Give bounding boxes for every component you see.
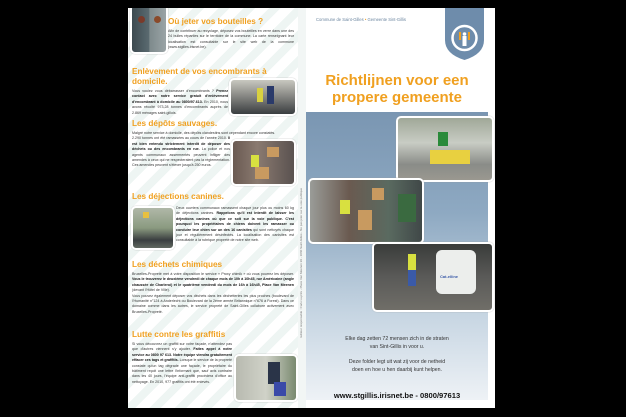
photo-glass-bins: [130, 8, 168, 54]
left-page: [128, 8, 298, 408]
section-bottles: [168, 17, 294, 51]
photo-dog-toilet: [131, 206, 175, 250]
section-dog-waste-body: [176, 206, 294, 244]
bin-opening-icon: [138, 16, 145, 23]
section-title: Enlèvement de vos encombrants à domicile.: [132, 67, 267, 86]
photo-bulky-collection: [229, 78, 297, 116]
photo-workers-carrying-boxes: [308, 178, 424, 244]
section-body-extra: Vous pouvez également déposer vos déchets dans les déchetteries les plus proches (boulevard de l'Humanité n°124 à Anderlecht ou Boulevard de la 2ème armée Britannique n°676 à Forest). Dans ce domaine comme dans les autres, le service propreté de Saint-Gilles collabore activement avec Bruxelles-Propreté.: [132, 293, 294, 314]
folder-document: [128, 8, 495, 408]
section-body: Afin de contribuer au recyclage, déposez vos bouteilles en verre dans une des 24 bulles réparties sur le territoire de la commune. La carte renseignant leur localisation est consultable sur le site web de la commune (www.stgilles.irisnet.be).: [168, 29, 294, 50]
cover-caption-2: Deze folder legt uit wat zij voor de netheid doen en hoe u hen daarbij kunt helpen.: [348, 359, 446, 373]
section-body: Deux ouvriers communaux ramassent chaque jour plus ou moins 60 kg de déjections canines. Rappelons qu'il est interdit de laisser les déjections canines où que ce soit sur la voie publique. C'est pourquoi les propriétaires de chiens doivent les ramasser ou conduire leur chien sur un des 16 canisites qui sont nettoyés chaque jour et régulièrement désinfectés. La localisation des canisites est consultable à la rubrique propreté de notre site web.: [176, 206, 295, 243]
vehicle-brand-label: Cat-elline: [440, 274, 459, 279]
section-title: Lutte contre les graffitis: [132, 330, 226, 339]
bin-opening-icon: [154, 16, 161, 23]
cover-page: [306, 8, 495, 408]
section-body: Si vous découvrez un graffiti sur votre façade, n'attendez pas que d'autres viennent s'y ajouter. Faites appel à notre service au 0800 97 613. Notre équipe viendra gratuitement effacer ces tags et graffitis. Lorsque le service de la propreté constate qu'un tag dégrade une façade, le propriétaire du bâtiment reçoit une lettre l'informant que, sauf avis contraire dans les 40 jours, l'équipe anti-graffiti procèdera d'office au nettoyage. En 2010, 977 graffitis ont été enlevés.: [132, 342, 233, 384]
section-chemical-waste: [132, 260, 294, 315]
fold-spine: [298, 8, 306, 408]
cover-title: Richtlijnen voor een propere gemeente: [325, 72, 469, 106]
section-body: Bruxelles-Propreté met à votre disposition le service « Proxy chimik » où vous pourrez les déposer. Vous le trouverez le deuxième vendredi de chaque mois de 10h à 10h45, rue Américaine (angle chaussée de Charleroi) et le quatrième vendredi du mois de 16h à 16h45, Place Van Meenen (devant l'Hôtel de Ville).: [132, 272, 294, 293]
photo-panel: [306, 112, 488, 400]
saint-gilles-crest-icon: [445, 8, 484, 60]
section-body: Vous voulez vous débarrasser d'encombrants ? Prenez contact avec notre service gratuit d'enlèvement d'encombrant à domicile au 0800/97.613. En 2010, nous avons récolté 973,28 tonnes d'encombrants auprès de 2.869 ménages saint-gillois.: [132, 89, 229, 115]
cover-caption-1: Elke dag zetten 72 mensen zich in de straten van Sint-Gillis in voor u.: [345, 336, 449, 350]
publisher-note: Editeur responsable : Carlo Luyckx - Place Van Meenen 39 - 1060 Saint-Gilles - Ne pas jeter sur la voie publique: [299, 188, 303, 338]
section-title: Les déjections canines.: [132, 192, 224, 201]
section-body: 2.290 tonnes ont été ramassées au cours de l'année 2010. Il est bien entendu strictement interdit de déposer des déchets ou des encombrants en rue. La police et nos agents communaux assermentés peuvent infliger des amendes à ceux qui ne respecteraient pas la réglementation. Ces amendes peuvent s'élever jusqu'à 250 euros.: [132, 136, 231, 168]
section-title: Les déchets chimiques: [132, 260, 223, 269]
photo-street-sweeper-cart: [396, 116, 494, 182]
commune-name: Commune de Saint-Gilles • Gemeente Sint-Gillis: [316, 17, 406, 22]
section-dog-waste: [132, 192, 294, 202]
section-title: Les dépôts sauvages.: [132, 119, 218, 128]
photo-vacuum-machine: [372, 242, 494, 312]
section-intro: Malgré notre service à domicile, des dépôts clandestins sont cependant encore constatés.: [132, 131, 276, 135]
photo-workers-boxes: [231, 139, 296, 186]
website-phone-link[interactable]: www.stgillis.irisnet.be - 0800/97613: [333, 391, 461, 400]
section-title: Où jeter vos bouteilles ?: [168, 17, 264, 26]
photo-graffiti-removal: [234, 354, 298, 402]
